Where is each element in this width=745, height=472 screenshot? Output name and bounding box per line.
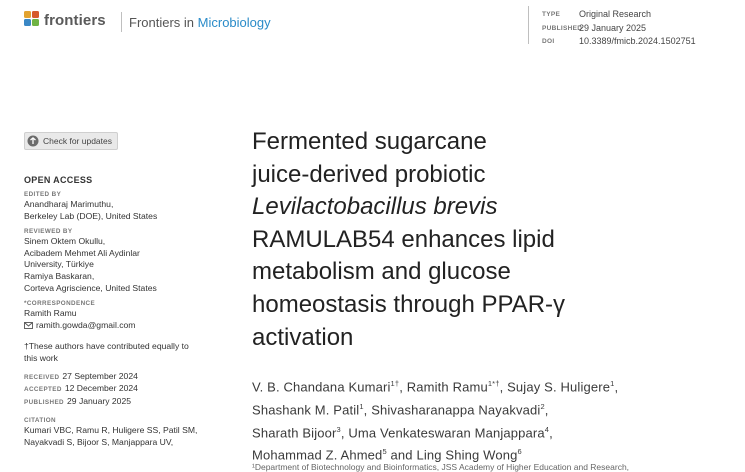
correspondence-email[interactable]: ramith.gowda@gmail.com	[36, 319, 136, 330]
author-line	[252, 420, 722, 443]
title-line: RAMULAB54 enhances lipid	[252, 225, 555, 253]
title-line-species: Levilactobacillus brevis	[252, 193, 498, 221]
correspondence-label: *CORRESPONDENCE	[24, 300, 96, 308]
published-row	[24, 396, 224, 409]
author-separator: ,	[614, 379, 619, 395]
correspondence-name: Ramith Ramu	[24, 308, 77, 319]
open-access-label: OPEN ACCESS	[24, 175, 93, 185]
article-sidebar	[24, 132, 224, 449]
correspondence-email-row[interactable]	[24, 320, 224, 332]
editor-line: Anandharaj Marimuthu,	[24, 199, 114, 209]
author-separator: ,	[340, 424, 349, 440]
page-header	[0, 0, 745, 50]
article-meta	[542, 8, 696, 49]
author-separator: ,	[499, 379, 508, 395]
edited-by-label: EDITED BY	[24, 191, 62, 198]
accepted-date: 12 December 2024	[64, 383, 138, 394]
citation-label: CITATION	[24, 417, 56, 425]
journal-prefix: Frontiers in	[129, 15, 195, 30]
author-affiliation-marker: 4	[544, 424, 550, 434]
author-name[interactable]: Ling Shing Wong	[416, 447, 518, 463]
article-main	[252, 126, 722, 465]
type-value: Original Research	[579, 9, 652, 19]
author-name[interactable]: V. B. Chandana Kumari	[252, 379, 391, 395]
reviewer-line: Ramiya Baskaran,	[24, 270, 95, 281]
article-title	[252, 126, 722, 354]
reviewer-line: Corteva Agriscience, United States	[24, 282, 157, 293]
reviewer-line: Sinem Oktem Okullu,	[24, 236, 106, 247]
author-affiliation-marker: 1†	[390, 379, 400, 389]
check-updates-icon	[27, 135, 39, 147]
reviewer-line: University, Türkiye	[24, 259, 94, 270]
author-affiliation-marker: 3	[336, 424, 341, 434]
accepted-row	[24, 383, 224, 396]
logo-text: frontiers	[44, 11, 106, 29]
author-affiliation-marker: 1	[359, 401, 364, 411]
author-line	[252, 397, 722, 420]
author-name[interactable]: Ramith Ramu	[406, 379, 488, 395]
check-updates-label: Check for updates	[43, 136, 112, 146]
journal-subject: Microbiology	[197, 15, 271, 30]
author-affiliation-marker: 2	[540, 401, 545, 411]
meta-divider	[528, 6, 529, 44]
author-affiliation-marker: 1*†	[487, 379, 500, 389]
envelope-icon	[24, 322, 33, 329]
author-separator: ,	[544, 402, 549, 418]
spacer	[24, 331, 224, 341]
title-line: juice-derived probiotic	[252, 160, 486, 188]
author-separator: ,	[363, 402, 372, 418]
author-affiliation-marker: 5	[382, 447, 387, 457]
author-separator: ,	[399, 379, 407, 395]
author-separator: ,	[549, 424, 553, 440]
author-name[interactable]: Mohammad Z. Ahmed	[252, 447, 383, 463]
title-line: activation	[252, 323, 354, 351]
published-label: PUBLISHED	[542, 24, 583, 32]
frontiers-logo-icon	[24, 11, 40, 29]
author-name[interactable]: Shivasharanappa Nayakvadi	[371, 402, 541, 418]
published-label: PUBLISHED	[24, 398, 64, 406]
check-for-updates-button[interactable]	[24, 132, 118, 150]
published-value: 29 January 2025	[579, 22, 647, 33]
author-name[interactable]: Uma Venkateswaran Manjappara	[348, 424, 545, 440]
author-affiliation-marker: 6	[517, 447, 522, 457]
affiliations-snippet: ¹Department of Biotechnology and Bioinformatics, JSS Academy of Higher Education and Research,	[252, 462, 630, 472]
accepted-label: ACCEPTED	[24, 386, 62, 394]
author-affiliation-marker: 1	[610, 379, 615, 389]
author-name[interactable]: Sujay S. Huligere	[507, 379, 611, 395]
citation-line: Nayakvadi S, Bijoor S, Manjappara UV,	[24, 436, 174, 447]
author-line	[252, 374, 722, 397]
received-label: RECEIVED	[24, 373, 60, 381]
title-line: homeostasis through PPAR-γ	[252, 290, 566, 318]
author-separator: and	[386, 447, 417, 463]
equal-contribution-note: this work	[24, 352, 58, 363]
reviewed-by-label: REVIEWED BY	[24, 228, 73, 236]
received-row	[24, 371, 224, 384]
header-divider	[121, 12, 122, 32]
reviewer-line: Acibadem Mehmet Ali Aydinlar	[24, 247, 140, 258]
doi-link[interactable]: 10.3389/fmicb.2024.1502751	[579, 36, 696, 46]
frontiers-logo[interactable]	[24, 11, 106, 29]
published-date: 29 January 2025	[67, 395, 132, 406]
type-label: TYPE	[542, 11, 561, 18]
author-name[interactable]: Sharath Bijoor	[252, 424, 337, 440]
author-list	[252, 374, 722, 465]
journal-name[interactable]	[129, 15, 271, 30]
title-line: Fermented sugarcane	[252, 128, 487, 155]
editor-affiliation: Berkeley Lab (DOE), United States	[24, 210, 158, 221]
author-name[interactable]: Shashank M. Patil	[252, 402, 360, 418]
received-date: 27 September 2024	[62, 370, 138, 381]
title-line: metabolism and glucose	[252, 258, 511, 286]
doi-label: DOI	[542, 38, 555, 45]
citation-line: Kumari VBC, Ramu R, Huligere SS, Patil SM,	[24, 425, 198, 436]
equal-contribution-note: †These authors have contributed equally to	[24, 341, 189, 352]
